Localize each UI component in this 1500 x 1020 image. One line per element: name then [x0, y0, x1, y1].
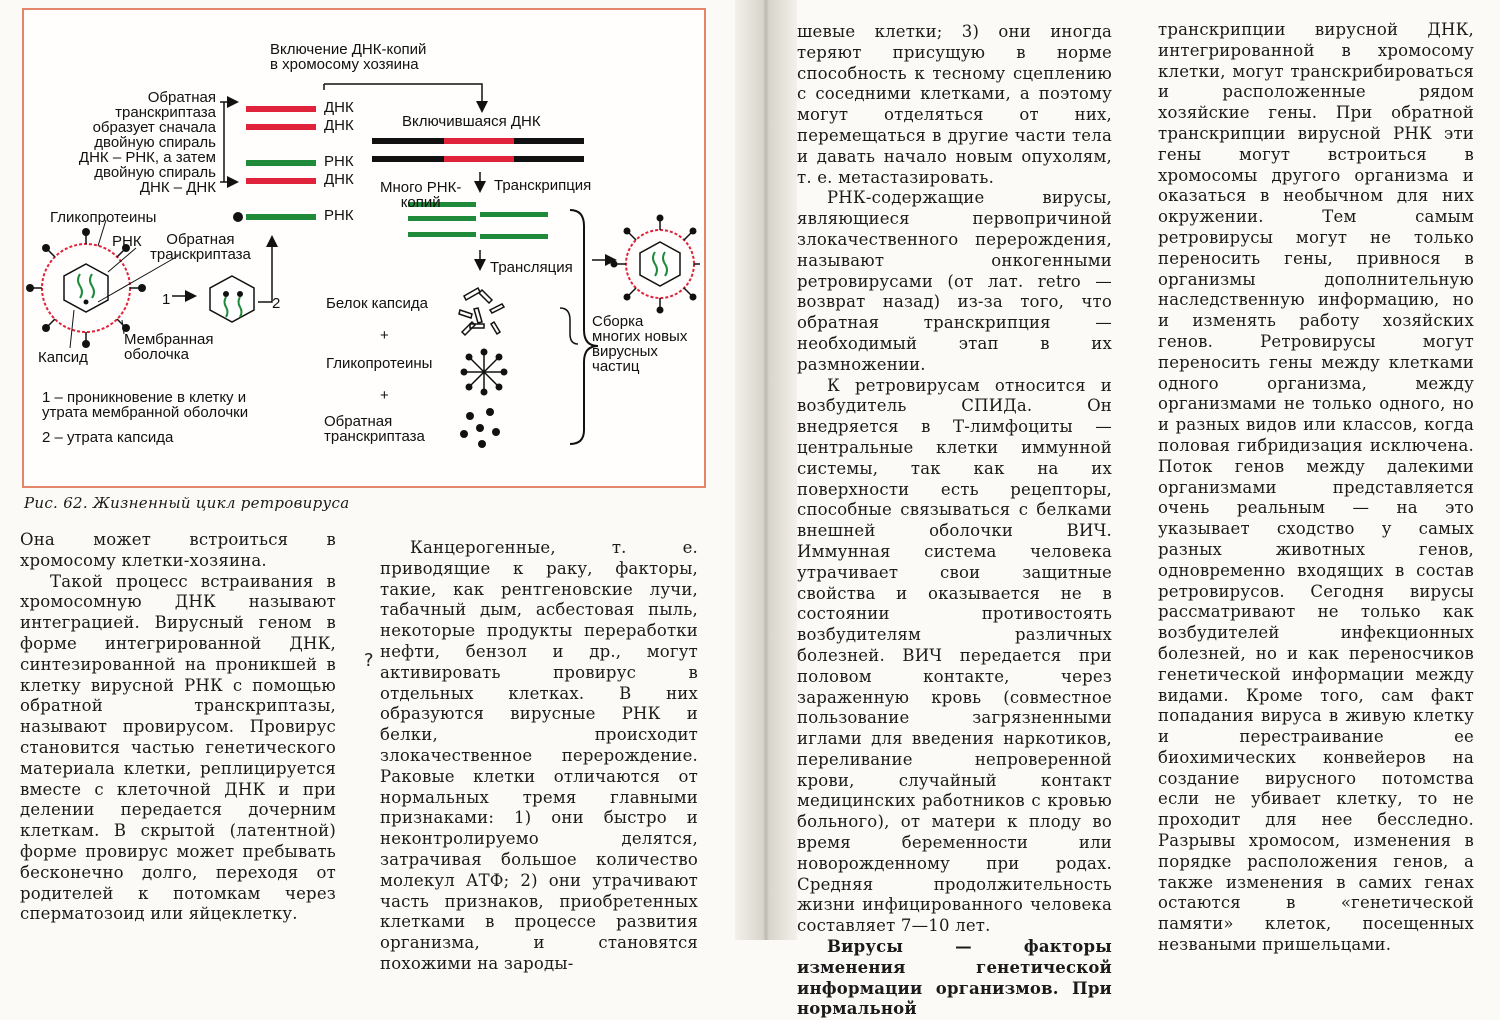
rna-copy-5: [480, 234, 548, 239]
transcription-label: Транскрипция: [494, 177, 592, 194]
glycoproteins-top-label: Гликопротеины: [50, 209, 157, 226]
capsid-after-step1: [210, 276, 254, 322]
dna-label-2: ДНК: [324, 117, 354, 134]
plus-sign-2: +: [380, 387, 389, 404]
reverse-transcriptase-dots: [460, 408, 500, 448]
paragraph: РНК-содержащие вирусы, являющиеся первопричиной злокачественного перерождения, называют онкогенными ретровирусами (от лат. retro — возврат назад) из-за того, что обратная транскрипция — необходимый этап в их размножении.: [797, 188, 1112, 374]
right-column-1: [797, 22, 1112, 1020]
paragraph: транскрипции вирусной ДНК, интегрированной в хромосому клетки, могут транскрибироваться и расположенные рядом хозяйские гены. При обратной транскрипции вирусной РНК эти гены могут встроиться в хромосомы другого организма и оказаться в необычном для них окружении. Тем самым ретровирусы могут не только переносить гены, привнося в организмы дополнительную наследственную информацию, но и изменять работу хозяйских генов. Ретровирусы могут переносить гены между клетками одного организма, между организмами не только одного, но и разных видов или классов, когда половая гибридизация исключена. Поток генов между далекими организмами представляется очень реальным — на это указывает сходство у самых разных животных генов, одновременно входящих в состав ретровирусов. Сегодня вирусы рассматривают не только как возбудителей инфекционных болезней, но и как переносчиков генетической информации между видами. Кроме того, сам факт попадания вируса в живую клетку и перестраивание ее биохимических конвейеров на создание вирусного потомства если не убивает клетку, то не проходит для нее бесследно. Разрывы хромосом, изменения в порядке расположения генов, а также изменения в самих генах остаются в «генетической памяти» клеток, посещенных незваными пришельцами.: [1158, 20, 1474, 955]
integration-title: Включение ДНК-копий в хромосому хозяина: [270, 41, 427, 73]
dna-strand-3: [246, 178, 316, 184]
legend-step-2: 2 – утрата капсида: [42, 429, 174, 446]
dna-label-1: ДНК: [324, 99, 354, 116]
membrane-label: Мембранная оболочка: [124, 331, 214, 363]
right-column-2: [1158, 20, 1474, 956]
rna-copy-3: [408, 232, 476, 237]
integrated-dna-label: Включившаяся ДНК: [402, 113, 541, 130]
rna-label-2: РНК: [324, 207, 354, 224]
rna-strand-1: [246, 160, 316, 166]
paragraph: К ретровирусам относится и возбудитель СПИДа. Он внедряется в Т-лимфоциты — центральные клетки иммунной системы, так как на их поверхности есть рецепторы, способные связываться с белками внешней оболочки ВИЧ. Иммунная система человека утрачивает свои защитные свойства и оказывается не в состоянии противостоять возбудителям различных болезней. ВИЧ передается при половом контакте, через зараженную кровь (совместное пользование загрязненными иглами для введения наркотиков, переливание непроверенной крови, случайный контакт медицинских работников с кровью больного), от матери к плоду во время беременности или новорожденному при родах. Средняя продолжительность жизни инфицированного человека составляет 7—10 лет.: [797, 375, 1112, 936]
step-1-label: 1: [162, 291, 171, 308]
rna-cap: [233, 212, 243, 222]
dna-strand-2: [246, 124, 316, 130]
paragraph: шевые клетки; 3) они иногда теряют присущую в норме способность к тесному сцеплению с соседними клетками, а поэтому могут отделяться от них, перемещаться в другие части тела и давать начало новым опухолям, т. е. метастазировать.: [797, 22, 1112, 187]
margin-question-mark: ?: [364, 650, 374, 671]
rna-copy-4: [480, 212, 548, 217]
glycoprotein-cluster: [461, 349, 508, 396]
dna-label-3: ДНК: [324, 171, 354, 188]
figure-caption: Рис. 62. Жизненный цикл ретровируса: [24, 494, 350, 512]
integrated-dna-insert-bottom: [444, 156, 514, 162]
left-column-2: [380, 538, 698, 975]
rna-strand-2: [246, 214, 316, 220]
step-2-label: 2: [272, 295, 281, 312]
capsid-label: Капсид: [38, 349, 88, 366]
paragraph: Она может встроиться в хромосому клетки-хозяина.: [20, 530, 336, 570]
rna-label-1: РНК: [324, 153, 354, 170]
capsid-protein-pieces: [459, 288, 504, 335]
plus-sign-1: +: [380, 327, 389, 344]
many-rna-copies-label: Много РНК- копий: [380, 179, 462, 211]
translation-label: Трансляция: [490, 259, 573, 276]
rna-copy-2: [408, 216, 476, 221]
integrated-dna-insert-top: [444, 138, 514, 144]
figure-frame: [22, 8, 706, 488]
section-heading: Вирусы — факторы изменения генетической информации организмов. При нормальной: [797, 937, 1112, 1019]
legend-step-1: 1 – проникновение в клетку и утрата мембранной оболочки: [42, 389, 249, 421]
book-gutter: [735, 0, 797, 940]
left-column-1: [20, 530, 336, 925]
reverse-transcriptase-description: Обратная транскриптаза образует сначала двойную спираль ДНК – РНК, а затем двойную спираль ДНК – ДНК: [78, 89, 216, 196]
capsid-protein-label: Белок капсида: [326, 295, 429, 312]
assembly-label: Сборка многих новых вирусных частиц: [592, 313, 688, 375]
rna-virus-label: РНК: [112, 233, 142, 250]
paragraph: Канцерогенные, т. е. приводящие к раку, факторы, такие, как рентгеновские лучи, табачный дым, асбестовая пыль, некоторые продукты переработки нефти, бензол и др., могут активировать провирус в отдельных клетках. В них образуются вирусные РНК и белки, происходит злокачественное перерождение. Раковые клетки отличаются от нормальных тремя главными признаками: 1) они быстро и неконтролируемо делятся, затрачивая большое количество молекул АТФ; 2) они утрачивают часть признаков, приобретенных клетками в процессе развития организма, и становятся похожими на зароды-: [380, 538, 698, 973]
dna-strand-1: [246, 106, 316, 112]
glycoproteins-label: Гликопротеины: [326, 355, 433, 372]
new-virus-particle: [611, 215, 701, 314]
reverse-transcriptase-label-2: Обратная транскриптаза: [324, 413, 425, 445]
paragraph: Такой процесс встраивания в хромосомную ДНК называют интеграцией. Вирусный геном в форме интегрированной ДНК, синтезированной на проникшей в клетку вирусной РНК с помощью обратной транскриптазы, называют провирусом. Провирус становится частью генетического материала клетки, реплицируется вместе с клеточной ДНК и при делении передается дочерним клеткам. В скрытой (латентной) форме провирус может пребывать бесконечно долго, переходя от родителей к потомкам через сперматозоид или яйцеклетку.: [20, 571, 336, 924]
reverse-transcriptase-label: Обратная транскриптаза: [150, 231, 251, 263]
